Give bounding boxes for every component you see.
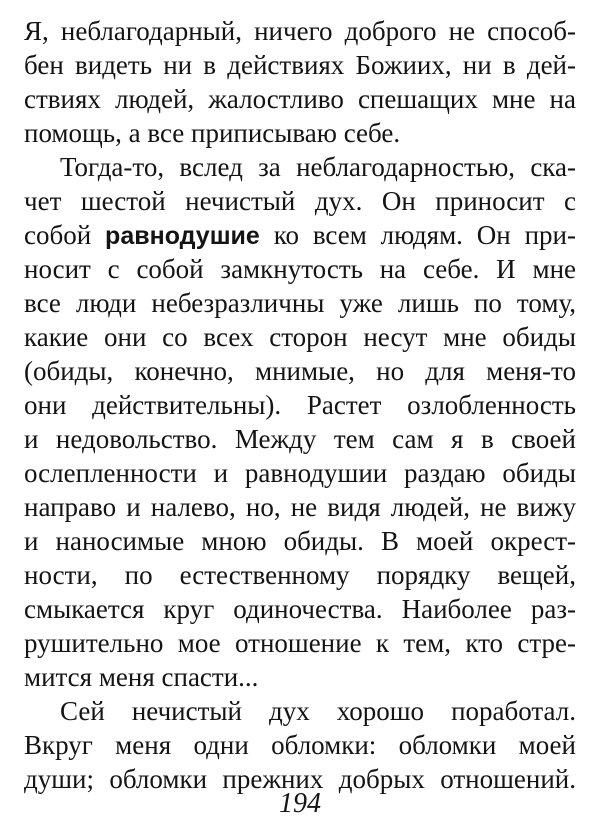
text-line-with-emphasis	[24, 218, 576, 252]
text-line: Сей нечистый дух хорошо поработал.	[60, 696, 576, 726]
text-line: ослепленности и равнодушии раздаю обиды	[24, 458, 576, 488]
text-line: они действительны). Растет озлобленность	[24, 390, 576, 420]
text-line: и наносимые мною обиды. В моей окрест-	[24, 526, 576, 556]
text-line: ности, по естественному порядку вещей,	[24, 560, 576, 590]
text-line: какие они со всех сторон несут мне обиды	[24, 322, 576, 352]
text-line: направо и налево, но, не видя людей, не вижу	[24, 492, 576, 522]
text-line: носит с собой замкнутость на себе. И мне	[24, 254, 576, 284]
text-line: (обиды, конечно, мнимые, но для меня-то	[24, 356, 576, 386]
text-line: все люди небезразличны уже лишь по тому,	[24, 288, 576, 318]
text-line: ствиях людей, жалостливо спешащих мне на	[24, 84, 576, 114]
text-segment: ко всем людям. Он при-	[259, 220, 576, 250]
text-line: смыкается круг одиночества. Наиболее раз-	[24, 594, 576, 624]
text-line: Я, неблагодарный, ничего доброго не способ-	[24, 16, 576, 46]
emphasized-term: равнодушие	[105, 222, 260, 250]
text-line: Тогда-то, вслед за неблагодарностью, ска-	[60, 152, 576, 182]
text-line: и недовольство. Между тем сам я в своей	[24, 424, 576, 454]
text-segment: собой	[24, 220, 106, 250]
text-line: Вкруг меня одни обломки: обломки моей	[24, 730, 576, 760]
text-line: рушительно мое отношение к тем, кто стре-	[24, 628, 576, 658]
book-page	[24, 10, 576, 829]
text-line: души; обломки прежних добрых отношений.	[24, 764, 576, 794]
text-line: бен видеть ни в действиях Божиих, ни в дей-	[24, 50, 576, 80]
text-line: помощь, а все приписываю себе.	[24, 118, 401, 148]
text-line: мится меня спасти...	[24, 662, 259, 692]
page-number: 194	[279, 788, 321, 819]
text-line: чет шестой нечистый дух. Он приносит с	[24, 186, 576, 216]
